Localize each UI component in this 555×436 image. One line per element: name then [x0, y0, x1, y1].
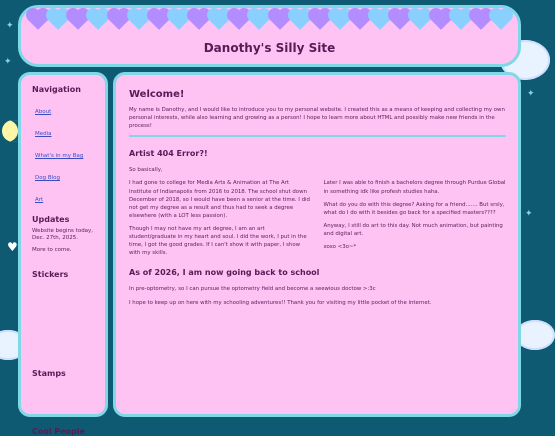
- heart-icon: [310, 10, 330, 30]
- heart-icon: [410, 10, 430, 30]
- sidebar: [18, 72, 108, 436]
- artist-left-p1: I had gone to college for Media Arts & Animation at The Art Institute of Indianapolis from 2016 to 2018. The school shut down December of 2018, so I would have been a senior at the time. I did not get my degree as a result and thus had to seek a degree elsewhere (with a LOT less passion).: [129, 180, 310, 219]
- artist-heading: Artist 404 Error?!: [129, 149, 208, 159]
- nav-link-dog-blog[interactable]: Dog Blog: [35, 175, 60, 181]
- heart-icon: [109, 10, 129, 30]
- school-p1: In pre-optometry, so I can pursue the optometry field and become a seewious doctow >:3c: [129, 286, 376, 293]
- heart-icon: [290, 10, 310, 30]
- nav-heading: Navigation: [32, 85, 81, 94]
- heart-icon: [270, 10, 290, 30]
- heart-icon: [451, 10, 471, 30]
- stamps-heading: Stamps: [32, 369, 66, 379]
- nav-link-bag[interactable]: What's in my Bag: [35, 153, 84, 159]
- nav-link-media[interactable]: Media: [35, 131, 52, 137]
- heart-icon: [129, 10, 149, 30]
- welcome-text: My name is Danothy, and I would like to introduce you to my personal website. I created this as a means of keeping and collecting my own personal interests, while also learning and growing as a person! I hope to learn more about HTML and possibly make new friends in the process!: [129, 107, 505, 130]
- cool-people-heading: Cool People: [32, 427, 86, 436]
- heart-icon: [471, 10, 491, 30]
- artist-right-p1: Later I was able to finish a bachelors degree through Purdue Global in something idk like profesh studies haha.: [323, 180, 506, 195]
- site-title: Danothy's Silly Site: [203, 41, 336, 55]
- nav-list: [32, 98, 99, 205]
- heart-icon: [88, 10, 108, 30]
- school-heading: As of 2026, I am now going back to school: [129, 268, 320, 278]
- section-divider: [129, 135, 506, 137]
- heart-banner: [31, 9, 508, 29]
- main-content: [113, 72, 521, 417]
- heart-icon: [149, 10, 169, 30]
- star-icon: ✦: [4, 57, 12, 67]
- star-icon: ✦: [525, 209, 533, 219]
- welcome-heading: Welcome!: [129, 89, 185, 100]
- artist-columns: [129, 179, 506, 262]
- heart-icon: [249, 10, 269, 30]
- artist-right-p2: What do you do with this degree? Asking for a friend....... But srsly, what do I do with it besides go back for a specified masters????: [323, 201, 505, 216]
- cloud-decoration: [515, 320, 555, 350]
- artist-left-p2: Though I may not have my art degree, I am an art student/graduate in my heart and soul. I did the work, I put in the time, I got the good grades. If I can't show it with paper, I show with my skills.: [129, 225, 307, 257]
- heart-icon: [431, 10, 451, 30]
- school-p2: I hope to keep up on here with my schooling adventures!! Thank you for visiting my little pocket of the internet.: [129, 299, 432, 306]
- nav-link-art[interactable]: Art: [35, 197, 44, 203]
- star-icon: ✦: [527, 89, 535, 99]
- heart-icon: ♥: [7, 240, 18, 254]
- stickers-heading: Stickers: [32, 270, 69, 280]
- site-header: [18, 5, 521, 67]
- artist-right-p4: xoxo <3o~*: [323, 244, 357, 251]
- artist-right-column: [324, 179, 507, 262]
- artist-left-column: [129, 179, 312, 262]
- heart-icon: [491, 10, 511, 30]
- update-item: More to come.: [32, 246, 72, 253]
- star-icon: ✦: [6, 21, 14, 31]
- updates-heading: Updates: [32, 215, 70, 224]
- artist-intro: So basically,: [129, 167, 163, 174]
- nav-link-about[interactable]: About: [35, 109, 52, 115]
- artist-right-p3: Anyway, I still do art to this day. Not much animation, but painting and digital art.: [323, 222, 503, 237]
- update-item: Website begins today, Dec. 27th, 2025.: [32, 228, 94, 242]
